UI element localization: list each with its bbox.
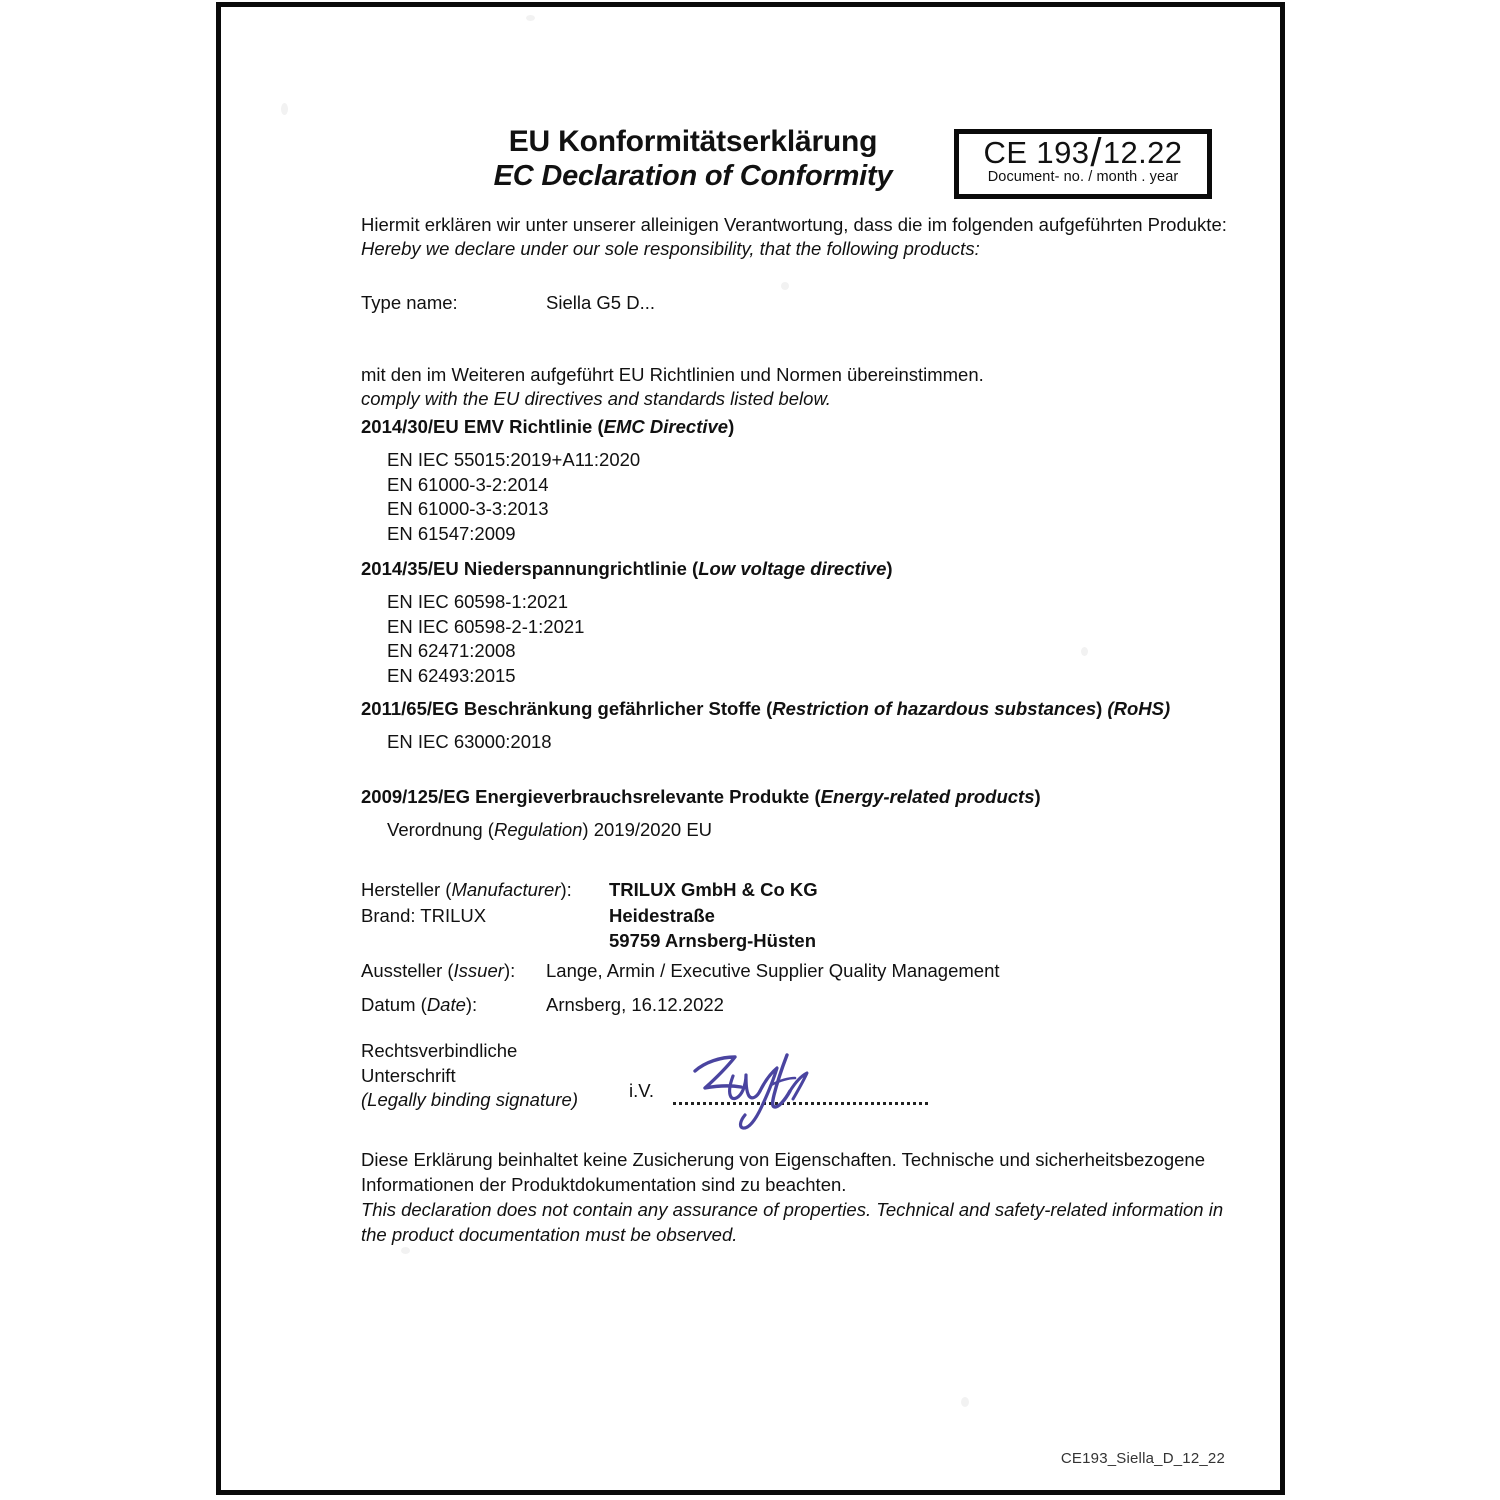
directive-emc [361, 415, 1261, 546]
disclaimer-block [361, 1147, 1261, 1248]
issuer-row [361, 959, 1261, 984]
type-name-value: Siella G5 D... [546, 292, 655, 313]
issuer-label: Aussteller (Issuer): [361, 960, 516, 981]
standard-item: EN 62493:2015 [387, 664, 516, 686]
directive-erp-title: 2009/125/EG Energieverbrauchsrelevante Produkte (Energy-related products) [361, 786, 1041, 807]
disclaimer-de-line1: Diese Erklärung beinhaltet keine Zusicherung von Eigenschaften. Technische und sicherheitsbezogene [361, 1149, 1205, 1170]
standard-item: EN IEC 63000:2018 [387, 731, 552, 753]
ce-document-number-box [954, 129, 1212, 199]
signature-block [361, 1039, 1261, 1149]
directive-lvd-number: 2014/35/EU [361, 558, 459, 579]
ce-number-prefix: CE 193 [983, 135, 1090, 170]
intro-line-en: Hereby we declare under our sole responsibility, that the following products: [361, 238, 980, 260]
ce-number [959, 131, 1207, 175]
page-content [221, 7, 1280, 1490]
signature-prefix: i.V. [629, 1080, 655, 1101]
directive-emc-name-de: EMV Richtlinie [463, 416, 593, 437]
signature-label-line1: Rechtsverbindliche [361, 1040, 518, 1061]
directive-rohs-name-en: Restriction of hazardous substances [772, 698, 1097, 719]
comply-line-de: mit den im Weiteren aufgeführt EU Richtlinien und Normen übereinstimmen. [361, 364, 984, 385]
directive-lvd [361, 557, 1261, 688]
directive-lvd-name-en: Low voltage directive [698, 558, 887, 579]
directive-erp-standards [387, 818, 1261, 843]
manufacturer-label: Hersteller (Manufacturer): [361, 879, 572, 900]
directive-erp-name-en: Energy-related products [820, 786, 1035, 807]
brand-label: Brand: TRILUX [361, 904, 487, 926]
date-label: Datum (Date): [361, 994, 478, 1015]
intro-paragraph [361, 213, 1241, 262]
scan-speckle [961, 1397, 969, 1407]
directive-erp-name-de: Energieverbrauchsrelevante Produkte [475, 786, 810, 807]
standard-item: EN IEC 60598-1:2021 [387, 591, 569, 613]
directive-emc-number: 2014/30/EU [361, 416, 459, 437]
standard-item: EN 62471:2008 [387, 640, 516, 662]
signature-labels [361, 1039, 611, 1113]
standard-item: Verordnung (Regulation) 2019/2020 EU [387, 819, 713, 841]
handwritten-signature [683, 1045, 873, 1130]
directive-emc-name-en: EMC Directive [603, 416, 729, 437]
date-row [361, 993, 1261, 1018]
standard-item: EN IEC 55015:2019+A11:2020 [387, 449, 641, 471]
standard-item: EN 61547:2009 [387, 522, 516, 544]
disclaimer-de-line2: Informationen der Produktdokumentation sind zu beachten. [361, 1174, 847, 1196]
manufacturer-street: Heidestraße [609, 904, 715, 926]
manufacturer-name: TRILUX GmbH & Co KG [609, 879, 818, 900]
ce-number-slash: / [1090, 131, 1102, 175]
directive-rohs-suffix: (RoHS) [1107, 698, 1171, 719]
directive-rohs-standards [387, 730, 1261, 755]
directive-erp-number: 2009/125/EG [361, 786, 471, 807]
title-group [353, 125, 1033, 193]
directive-rohs-number: 2011/65/EG [361, 698, 459, 719]
comply-paragraph [361, 363, 1241, 412]
scan-speckle [401, 1247, 410, 1254]
type-name-label: Type name: [361, 292, 458, 313]
page-title-de: EU Konformitätserklärung [508, 125, 878, 158]
directive-lvd-name-de: Niederspannungrichtlinie [463, 558, 687, 579]
disclaimer-en-line2: the product documentation must be observed. [361, 1224, 738, 1246]
page-title-en: EC Declaration of Conformity [493, 159, 893, 192]
manufacturer-labels [361, 877, 611, 928]
directive-lvd-standards [387, 590, 1261, 688]
manufacturer-city: 59759 Arnsberg-Hüsten [609, 930, 816, 952]
manufacturer-address [609, 877, 1249, 954]
scan-speckle [281, 103, 288, 115]
scan-speckle [526, 15, 535, 21]
signature-label-line2: Unterschrift [361, 1064, 456, 1086]
disclaimer-en-line1: This declaration does not contain any assurance of properties. Technical and safety-related information in [361, 1199, 1224, 1221]
ce-number-caption: Document- no. / month . year [987, 169, 1179, 186]
comply-line-en: comply with the EU directives and standards listed below. [361, 388, 831, 410]
ce-number-suffix: 12.22 [1102, 135, 1183, 170]
directive-rohs [361, 697, 1261, 755]
scan-speckle [781, 282, 789, 290]
standard-item: EN 61000-3-2:2014 [387, 473, 549, 495]
manufacturer-block [361, 877, 1261, 957]
document-header [221, 125, 1280, 215]
intro-line-de: Hiermit erklären wir unter unserer alleinigen Verantwortung, dass die im folgenden aufgeführten Produkte: [361, 214, 1227, 235]
directive-emc-standards [387, 448, 1261, 546]
scanned-page [216, 2, 1285, 1495]
date-value: Arnsberg, 16.12.2022 [546, 994, 724, 1015]
standard-item: EN IEC 60598-2-1:2021 [387, 615, 585, 637]
signature-dotted-line [673, 1099, 928, 1105]
directive-emc-title: 2014/30/EU EMV Richtlinie (EMC Directive) [361, 416, 735, 437]
type-name-row [361, 291, 1261, 316]
directive-rohs-name-de: Beschränkung gefährlicher Stoffe [463, 698, 761, 719]
issuer-value: Lange, Armin / Executive Supplier Quality Management [546, 960, 1000, 981]
directive-rohs-title: 2011/65/EG Beschränkung gefährlicher Stoffe (Restriction of hazardous substances) (RoHS) [361, 698, 1171, 719]
footer-reference: CE193_Siella_D_12_22 [1060, 1450, 1225, 1467]
directive-erp [361, 785, 1261, 843]
signature-label-line3: (Legally binding signature) [361, 1089, 578, 1111]
standard-item: EN 61000-3-3:2013 [387, 498, 549, 520]
directive-lvd-title: 2014/35/EU Niederspannungrichtlinie (Low voltage directive) [361, 558, 893, 579]
